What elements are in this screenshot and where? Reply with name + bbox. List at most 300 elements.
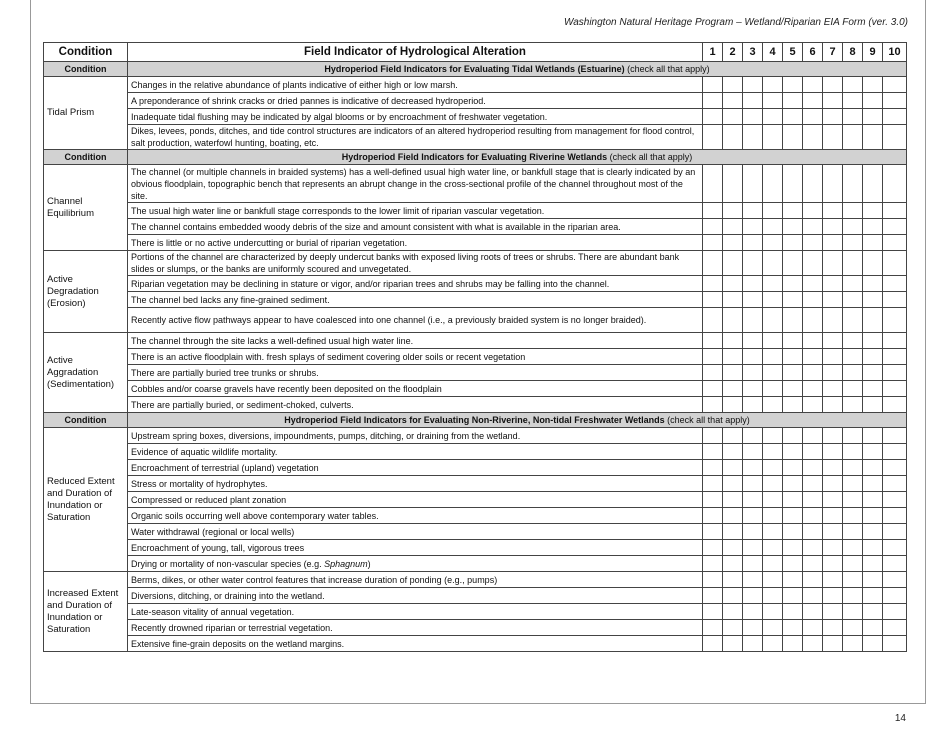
checkbox-cell[interactable] <box>843 397 863 413</box>
checkbox-cell[interactable] <box>803 428 823 444</box>
checkbox-cell[interactable] <box>843 604 863 620</box>
checkbox-cell[interactable] <box>843 476 863 492</box>
checkbox-cell[interactable] <box>863 620 883 636</box>
checkbox-cell[interactable] <box>863 492 883 508</box>
checkbox-cell[interactable] <box>743 381 763 397</box>
checkbox-cell[interactable] <box>743 556 763 572</box>
checkbox-cell[interactable] <box>783 381 803 397</box>
checkbox-cell[interactable] <box>803 276 823 292</box>
checkbox-cell[interactable] <box>783 165 803 203</box>
checkbox-cell[interactable] <box>883 524 907 540</box>
checkbox-cell[interactable] <box>883 508 907 524</box>
checkbox-cell[interactable] <box>723 125 743 150</box>
checkbox-cell[interactable] <box>823 588 843 604</box>
checkbox-cell[interactable] <box>863 292 883 308</box>
checkbox-cell[interactable] <box>723 604 743 620</box>
checkbox-cell[interactable] <box>863 428 883 444</box>
checkbox-cell[interactable] <box>803 588 823 604</box>
checkbox-cell[interactable] <box>803 604 823 620</box>
checkbox-cell[interactable] <box>823 109 843 125</box>
checkbox-cell[interactable] <box>723 165 743 203</box>
checkbox-cell[interactable] <box>743 203 763 219</box>
checkbox-cell[interactable] <box>783 203 803 219</box>
checkbox-cell[interactable] <box>763 125 783 150</box>
checkbox-cell[interactable] <box>883 109 907 125</box>
checkbox-cell[interactable] <box>823 349 843 365</box>
checkbox-cell[interactable] <box>723 508 743 524</box>
checkbox-cell[interactable] <box>743 540 763 556</box>
checkbox-cell[interactable] <box>783 276 803 292</box>
checkbox-cell[interactable] <box>703 620 723 636</box>
checkbox-cell[interactable] <box>783 219 803 235</box>
checkbox-cell[interactable] <box>743 251 763 276</box>
checkbox-cell[interactable] <box>883 556 907 572</box>
checkbox-cell[interactable] <box>763 292 783 308</box>
checkbox-cell[interactable] <box>863 604 883 620</box>
checkbox-cell[interactable] <box>703 109 723 125</box>
checkbox-cell[interactable] <box>723 524 743 540</box>
checkbox-cell[interactable] <box>823 333 843 349</box>
checkbox-cell[interactable] <box>723 620 743 636</box>
checkbox-cell[interactable] <box>723 636 743 652</box>
checkbox-cell[interactable] <box>883 251 907 276</box>
checkbox-cell[interactable] <box>863 308 883 333</box>
checkbox-cell[interactable] <box>843 444 863 460</box>
checkbox-cell[interactable] <box>783 397 803 413</box>
checkbox-cell[interactable] <box>863 77 883 93</box>
checkbox-cell[interactable] <box>843 620 863 636</box>
checkbox-cell[interactable] <box>883 365 907 381</box>
checkbox-cell[interactable] <box>863 165 883 203</box>
checkbox-cell[interactable] <box>883 381 907 397</box>
checkbox-cell[interactable] <box>763 460 783 476</box>
checkbox-cell[interactable] <box>703 476 723 492</box>
checkbox-cell[interactable] <box>843 219 863 235</box>
checkbox-cell[interactable] <box>743 308 763 333</box>
checkbox-cell[interactable] <box>803 460 823 476</box>
checkbox-cell[interactable] <box>703 349 723 365</box>
checkbox-cell[interactable] <box>843 77 863 93</box>
checkbox-cell[interactable] <box>823 219 843 235</box>
checkbox-cell[interactable] <box>823 540 843 556</box>
checkbox-cell[interactable] <box>883 588 907 604</box>
checkbox-cell[interactable] <box>703 588 723 604</box>
checkbox-cell[interactable] <box>863 276 883 292</box>
checkbox-cell[interactable] <box>883 308 907 333</box>
checkbox-cell[interactable] <box>703 125 723 150</box>
checkbox-cell[interactable] <box>703 444 723 460</box>
checkbox-cell[interactable] <box>803 524 823 540</box>
checkbox-cell[interactable] <box>743 276 763 292</box>
checkbox-cell[interactable] <box>803 251 823 276</box>
checkbox-cell[interactable] <box>863 365 883 381</box>
checkbox-cell[interactable] <box>763 588 783 604</box>
checkbox-cell[interactable] <box>803 165 823 203</box>
checkbox-cell[interactable] <box>763 77 783 93</box>
checkbox-cell[interactable] <box>823 77 843 93</box>
checkbox-cell[interactable] <box>803 620 823 636</box>
checkbox-cell[interactable] <box>823 93 843 109</box>
checkbox-cell[interactable] <box>843 308 863 333</box>
checkbox-cell[interactable] <box>763 349 783 365</box>
checkbox-cell[interactable] <box>863 524 883 540</box>
checkbox-cell[interactable] <box>743 93 763 109</box>
checkbox-cell[interactable] <box>803 572 823 588</box>
checkbox-cell[interactable] <box>763 444 783 460</box>
checkbox-cell[interactable] <box>743 428 763 444</box>
checkbox-cell[interactable] <box>783 349 803 365</box>
checkbox-cell[interactable] <box>863 349 883 365</box>
checkbox-cell[interactable] <box>723 588 743 604</box>
checkbox-cell[interactable] <box>883 428 907 444</box>
checkbox-cell[interactable] <box>703 540 723 556</box>
checkbox-cell[interactable] <box>843 365 863 381</box>
checkbox-cell[interactable] <box>723 492 743 508</box>
checkbox-cell[interactable] <box>723 109 743 125</box>
checkbox-cell[interactable] <box>823 508 843 524</box>
checkbox-cell[interactable] <box>823 381 843 397</box>
checkbox-cell[interactable] <box>723 333 743 349</box>
checkbox-cell[interactable] <box>803 203 823 219</box>
checkbox-cell[interactable] <box>783 292 803 308</box>
checkbox-cell[interactable] <box>843 109 863 125</box>
checkbox-cell[interactable] <box>763 276 783 292</box>
checkbox-cell[interactable] <box>743 165 763 203</box>
checkbox-cell[interactable] <box>863 588 883 604</box>
checkbox-cell[interactable] <box>843 292 863 308</box>
checkbox-cell[interactable] <box>743 235 763 251</box>
checkbox-cell[interactable] <box>883 165 907 203</box>
checkbox-cell[interactable] <box>883 460 907 476</box>
checkbox-cell[interactable] <box>763 397 783 413</box>
checkbox-cell[interactable] <box>743 397 763 413</box>
checkbox-cell[interactable] <box>743 292 763 308</box>
checkbox-cell[interactable] <box>803 492 823 508</box>
checkbox-cell[interactable] <box>803 508 823 524</box>
checkbox-cell[interactable] <box>703 276 723 292</box>
checkbox-cell[interactable] <box>863 476 883 492</box>
checkbox-cell[interactable] <box>843 508 863 524</box>
checkbox-cell[interactable] <box>763 620 783 636</box>
checkbox-cell[interactable] <box>823 428 843 444</box>
checkbox-cell[interactable] <box>843 460 863 476</box>
checkbox-cell[interactable] <box>863 333 883 349</box>
checkbox-cell[interactable] <box>883 620 907 636</box>
checkbox-cell[interactable] <box>743 219 763 235</box>
checkbox-cell[interactable] <box>883 333 907 349</box>
checkbox-cell[interactable] <box>703 636 723 652</box>
checkbox-cell[interactable] <box>703 165 723 203</box>
checkbox-cell[interactable] <box>763 572 783 588</box>
checkbox-cell[interactable] <box>883 219 907 235</box>
checkbox-cell[interactable] <box>883 397 907 413</box>
checkbox-cell[interactable] <box>723 428 743 444</box>
checkbox-cell[interactable] <box>723 556 743 572</box>
checkbox-cell[interactable] <box>723 397 743 413</box>
checkbox-cell[interactable] <box>783 365 803 381</box>
checkbox-cell[interactable] <box>703 235 723 251</box>
checkbox-cell[interactable] <box>803 476 823 492</box>
checkbox-cell[interactable] <box>763 333 783 349</box>
checkbox-cell[interactable] <box>703 365 723 381</box>
checkbox-cell[interactable] <box>723 460 743 476</box>
checkbox-cell[interactable] <box>763 604 783 620</box>
checkbox-cell[interactable] <box>743 620 763 636</box>
checkbox-cell[interactable] <box>703 556 723 572</box>
checkbox-cell[interactable] <box>763 203 783 219</box>
checkbox-cell[interactable] <box>703 524 723 540</box>
checkbox-cell[interactable] <box>783 93 803 109</box>
checkbox-cell[interactable] <box>763 308 783 333</box>
checkbox-cell[interactable] <box>863 203 883 219</box>
checkbox-cell[interactable] <box>823 276 843 292</box>
checkbox-cell[interactable] <box>723 308 743 333</box>
checkbox-cell[interactable] <box>823 620 843 636</box>
checkbox-cell[interactable] <box>863 381 883 397</box>
checkbox-cell[interactable] <box>723 540 743 556</box>
checkbox-cell[interactable] <box>783 109 803 125</box>
checkbox-cell[interactable] <box>883 93 907 109</box>
checkbox-cell[interactable] <box>863 444 883 460</box>
checkbox-cell[interactable] <box>783 556 803 572</box>
checkbox-cell[interactable] <box>823 251 843 276</box>
checkbox-cell[interactable] <box>823 308 843 333</box>
checkbox-cell[interactable] <box>843 93 863 109</box>
checkbox-cell[interactable] <box>783 604 803 620</box>
checkbox-cell[interactable] <box>803 397 823 413</box>
checkbox-cell[interactable] <box>783 636 803 652</box>
checkbox-cell[interactable] <box>703 604 723 620</box>
checkbox-cell[interactable] <box>723 572 743 588</box>
checkbox-cell[interactable] <box>763 540 783 556</box>
checkbox-cell[interactable] <box>723 381 743 397</box>
checkbox-cell[interactable] <box>763 524 783 540</box>
checkbox-cell[interactable] <box>743 636 763 652</box>
checkbox-cell[interactable] <box>803 540 823 556</box>
checkbox-cell[interactable] <box>863 460 883 476</box>
checkbox-cell[interactable] <box>763 165 783 203</box>
checkbox-cell[interactable] <box>843 381 863 397</box>
checkbox-cell[interactable] <box>763 476 783 492</box>
checkbox-cell[interactable] <box>843 540 863 556</box>
checkbox-cell[interactable] <box>703 428 723 444</box>
checkbox-cell[interactable] <box>883 604 907 620</box>
checkbox-cell[interactable] <box>823 604 843 620</box>
checkbox-cell[interactable] <box>763 109 783 125</box>
checkbox-cell[interactable] <box>883 540 907 556</box>
checkbox-cell[interactable] <box>863 508 883 524</box>
checkbox-cell[interactable] <box>843 165 863 203</box>
checkbox-cell[interactable] <box>783 540 803 556</box>
checkbox-cell[interactable] <box>883 349 907 365</box>
checkbox-cell[interactable] <box>803 444 823 460</box>
checkbox-cell[interactable] <box>843 333 863 349</box>
checkbox-cell[interactable] <box>863 109 883 125</box>
checkbox-cell[interactable] <box>803 77 823 93</box>
checkbox-cell[interactable] <box>723 292 743 308</box>
checkbox-cell[interactable] <box>723 365 743 381</box>
checkbox-cell[interactable] <box>843 251 863 276</box>
checkbox-cell[interactable] <box>743 476 763 492</box>
checkbox-cell[interactable] <box>843 588 863 604</box>
checkbox-cell[interactable] <box>823 460 843 476</box>
checkbox-cell[interactable] <box>863 125 883 150</box>
checkbox-cell[interactable] <box>723 77 743 93</box>
checkbox-cell[interactable] <box>863 251 883 276</box>
checkbox-cell[interactable] <box>783 77 803 93</box>
checkbox-cell[interactable] <box>883 235 907 251</box>
checkbox-cell[interactable] <box>823 397 843 413</box>
checkbox-cell[interactable] <box>723 476 743 492</box>
checkbox-cell[interactable] <box>763 365 783 381</box>
checkbox-cell[interactable] <box>763 93 783 109</box>
checkbox-cell[interactable] <box>823 524 843 540</box>
checkbox-cell[interactable] <box>803 93 823 109</box>
checkbox-cell[interactable] <box>743 524 763 540</box>
checkbox-cell[interactable] <box>783 460 803 476</box>
checkbox-cell[interactable] <box>763 428 783 444</box>
checkbox-cell[interactable] <box>743 365 763 381</box>
checkbox-cell[interactable] <box>763 251 783 276</box>
checkbox-cell[interactable] <box>843 235 863 251</box>
checkbox-cell[interactable] <box>703 460 723 476</box>
checkbox-cell[interactable] <box>823 572 843 588</box>
checkbox-cell[interactable] <box>843 524 863 540</box>
checkbox-cell[interactable] <box>763 381 783 397</box>
checkbox-cell[interactable] <box>803 556 823 572</box>
checkbox-cell[interactable] <box>703 508 723 524</box>
checkbox-cell[interactable] <box>843 349 863 365</box>
checkbox-cell[interactable] <box>763 556 783 572</box>
checkbox-cell[interactable] <box>783 492 803 508</box>
checkbox-cell[interactable] <box>783 125 803 150</box>
checkbox-cell[interactable] <box>743 333 763 349</box>
checkbox-cell[interactable] <box>743 604 763 620</box>
checkbox-cell[interactable] <box>883 292 907 308</box>
checkbox-cell[interactable] <box>703 381 723 397</box>
checkbox-cell[interactable] <box>803 235 823 251</box>
checkbox-cell[interactable] <box>723 349 743 365</box>
checkbox-cell[interactable] <box>763 636 783 652</box>
checkbox-cell[interactable] <box>863 219 883 235</box>
checkbox-cell[interactable] <box>883 572 907 588</box>
checkbox-cell[interactable] <box>803 219 823 235</box>
checkbox-cell[interactable] <box>763 219 783 235</box>
checkbox-cell[interactable] <box>743 460 763 476</box>
checkbox-cell[interactable] <box>723 203 743 219</box>
checkbox-cell[interactable] <box>783 333 803 349</box>
checkbox-cell[interactable] <box>723 444 743 460</box>
checkbox-cell[interactable] <box>703 203 723 219</box>
checkbox-cell[interactable] <box>743 572 763 588</box>
checkbox-cell[interactable] <box>803 381 823 397</box>
checkbox-cell[interactable] <box>723 276 743 292</box>
checkbox-cell[interactable] <box>863 556 883 572</box>
checkbox-cell[interactable] <box>803 109 823 125</box>
checkbox-cell[interactable] <box>823 636 843 652</box>
checkbox-cell[interactable] <box>863 93 883 109</box>
checkbox-cell[interactable] <box>843 636 863 652</box>
checkbox-cell[interactable] <box>883 444 907 460</box>
checkbox-cell[interactable] <box>823 235 843 251</box>
checkbox-cell[interactable] <box>723 235 743 251</box>
checkbox-cell[interactable] <box>703 333 723 349</box>
checkbox-cell[interactable] <box>783 524 803 540</box>
checkbox-cell[interactable] <box>743 492 763 508</box>
checkbox-cell[interactable] <box>843 556 863 572</box>
checkbox-cell[interactable] <box>843 492 863 508</box>
checkbox-cell[interactable] <box>783 588 803 604</box>
checkbox-cell[interactable] <box>863 540 883 556</box>
checkbox-cell[interactable] <box>883 276 907 292</box>
checkbox-cell[interactable] <box>823 125 843 150</box>
checkbox-cell[interactable] <box>803 349 823 365</box>
checkbox-cell[interactable] <box>743 508 763 524</box>
checkbox-cell[interactable] <box>823 203 843 219</box>
checkbox-cell[interactable] <box>883 125 907 150</box>
checkbox-cell[interactable] <box>743 125 763 150</box>
checkbox-cell[interactable] <box>783 508 803 524</box>
checkbox-cell[interactable] <box>843 276 863 292</box>
checkbox-cell[interactable] <box>783 572 803 588</box>
checkbox-cell[interactable] <box>783 476 803 492</box>
checkbox-cell[interactable] <box>783 251 803 276</box>
checkbox-cell[interactable] <box>703 77 723 93</box>
checkbox-cell[interactable] <box>823 556 843 572</box>
checkbox-cell[interactable] <box>863 235 883 251</box>
checkbox-cell[interactable] <box>823 292 843 308</box>
checkbox-cell[interactable] <box>883 492 907 508</box>
checkbox-cell[interactable] <box>783 444 803 460</box>
checkbox-cell[interactable] <box>783 620 803 636</box>
checkbox-cell[interactable] <box>763 235 783 251</box>
checkbox-cell[interactable] <box>763 492 783 508</box>
checkbox-cell[interactable] <box>723 251 743 276</box>
checkbox-cell[interactable] <box>783 428 803 444</box>
checkbox-cell[interactable] <box>823 165 843 203</box>
checkbox-cell[interactable] <box>703 251 723 276</box>
checkbox-cell[interactable] <box>843 125 863 150</box>
checkbox-cell[interactable] <box>703 397 723 413</box>
checkbox-cell[interactable] <box>803 333 823 349</box>
checkbox-cell[interactable] <box>803 365 823 381</box>
checkbox-cell[interactable] <box>703 219 723 235</box>
checkbox-cell[interactable] <box>843 428 863 444</box>
checkbox-cell[interactable] <box>803 125 823 150</box>
checkbox-cell[interactable] <box>843 572 863 588</box>
checkbox-cell[interactable] <box>823 476 843 492</box>
checkbox-cell[interactable] <box>803 636 823 652</box>
checkbox-cell[interactable] <box>743 588 763 604</box>
checkbox-cell[interactable] <box>763 508 783 524</box>
checkbox-cell[interactable] <box>723 219 743 235</box>
checkbox-cell[interactable] <box>883 77 907 93</box>
checkbox-cell[interactable] <box>743 349 763 365</box>
checkbox-cell[interactable] <box>703 93 723 109</box>
checkbox-cell[interactable] <box>703 292 723 308</box>
checkbox-cell[interactable] <box>863 636 883 652</box>
checkbox-cell[interactable] <box>863 397 883 413</box>
checkbox-cell[interactable] <box>783 308 803 333</box>
checkbox-cell[interactable] <box>743 77 763 93</box>
checkbox-cell[interactable] <box>703 308 723 333</box>
checkbox-cell[interactable] <box>803 308 823 333</box>
checkbox-cell[interactable] <box>883 476 907 492</box>
checkbox-cell[interactable] <box>783 235 803 251</box>
checkbox-cell[interactable] <box>803 292 823 308</box>
checkbox-cell[interactable] <box>883 203 907 219</box>
checkbox-cell[interactable] <box>863 572 883 588</box>
